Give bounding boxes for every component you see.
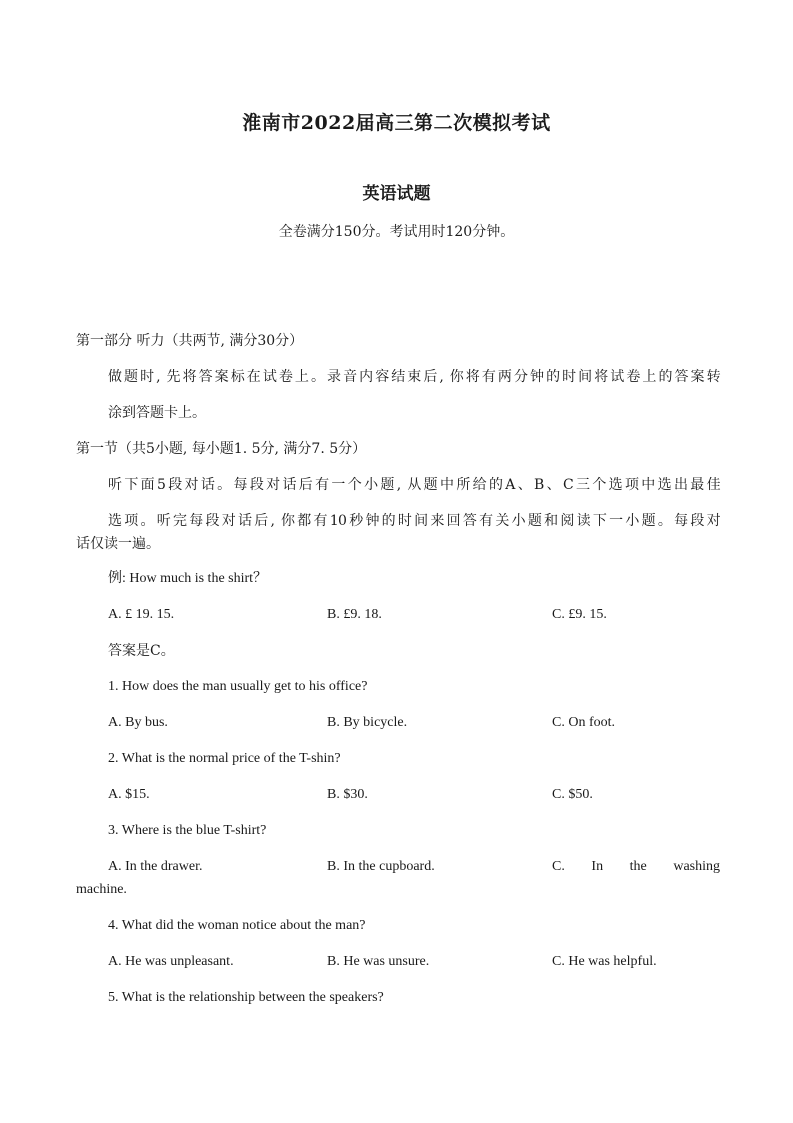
question-2-option-a: A. $15.: [108, 787, 150, 802]
question-2-stem: 2. What is the normal price of the T-shin?: [108, 751, 341, 766]
part1-intro-line2: 涂到答题卡上。: [108, 405, 206, 421]
example-option-b: B. £9. 18.: [327, 607, 382, 622]
question-4-option-b: B. He was unsure.: [327, 954, 430, 969]
question-4-option-a: A. He was unpleasant.: [108, 954, 234, 969]
question-3-stem: 3. Where is the blue T-shirt?: [108, 823, 267, 838]
exam-note: 全卷满分150分。考试用时120分钟。: [278, 224, 515, 240]
example-option-a: A. £ 19. 15.: [108, 607, 175, 622]
question-1-option-b: B. By bicycle.: [327, 715, 408, 730]
section1-heading: 第一节（共5小题, 每小题1. 5分, 满分7. 5分）: [76, 441, 367, 457]
question-2-option-b: B. $30.: [327, 787, 368, 802]
question-3-option-c: C. In the washing: [552, 859, 720, 874]
section1-instr-line3: 话仅读一遍。: [76, 536, 160, 552]
part1-intro-line1: 做题时, 先将答案标在试卷上。录音内容结束后, 你将有两分钟的时间将试卷上的答案转: [108, 369, 720, 385]
question-2-option-c: C. $50.: [552, 787, 593, 802]
question-3-option-b: B. In the cupboard.: [327, 859, 435, 874]
section1-instr-line2: 选项。听完每段对话后, 你都有10秒钟的时间来回答有关小题和阅读下一小题。每段对: [108, 513, 720, 529]
question-3-option-c-continued: machine.: [76, 882, 127, 897]
example-answer: 答案是C。: [108, 643, 175, 659]
question-1-stem: 1. How does the man usually get to his office?: [108, 679, 368, 694]
question-1-option-c: C. On foot.: [552, 715, 615, 730]
part1-heading: 第一部分 听力（共两节, 满分30分）: [76, 333, 304, 349]
example-option-c: C. £9. 15.: [552, 607, 607, 622]
exam-subtitle: 英语试题: [362, 184, 431, 204]
example-question: 例: How much is the shirt？: [108, 571, 268, 586]
question-4-stem: 4. What did the woman notice about the man?: [108, 918, 366, 933]
question-5-stem: 5. What is the relationship between the speakers?: [108, 990, 384, 1005]
question-1-option-a: A. By bus.: [108, 715, 168, 730]
exam-title: 淮南市2022届高三第二次模拟考试: [242, 112, 551, 134]
section1-instr-line1: 听下面5段对话。每段对话后有一个小题, 从题中所给的A、B、C三个选项中选出最佳: [108, 477, 720, 493]
question-4-option-c: C. He was helpful.: [552, 954, 657, 969]
question-3-option-a: A. In the drawer.: [108, 859, 203, 874]
